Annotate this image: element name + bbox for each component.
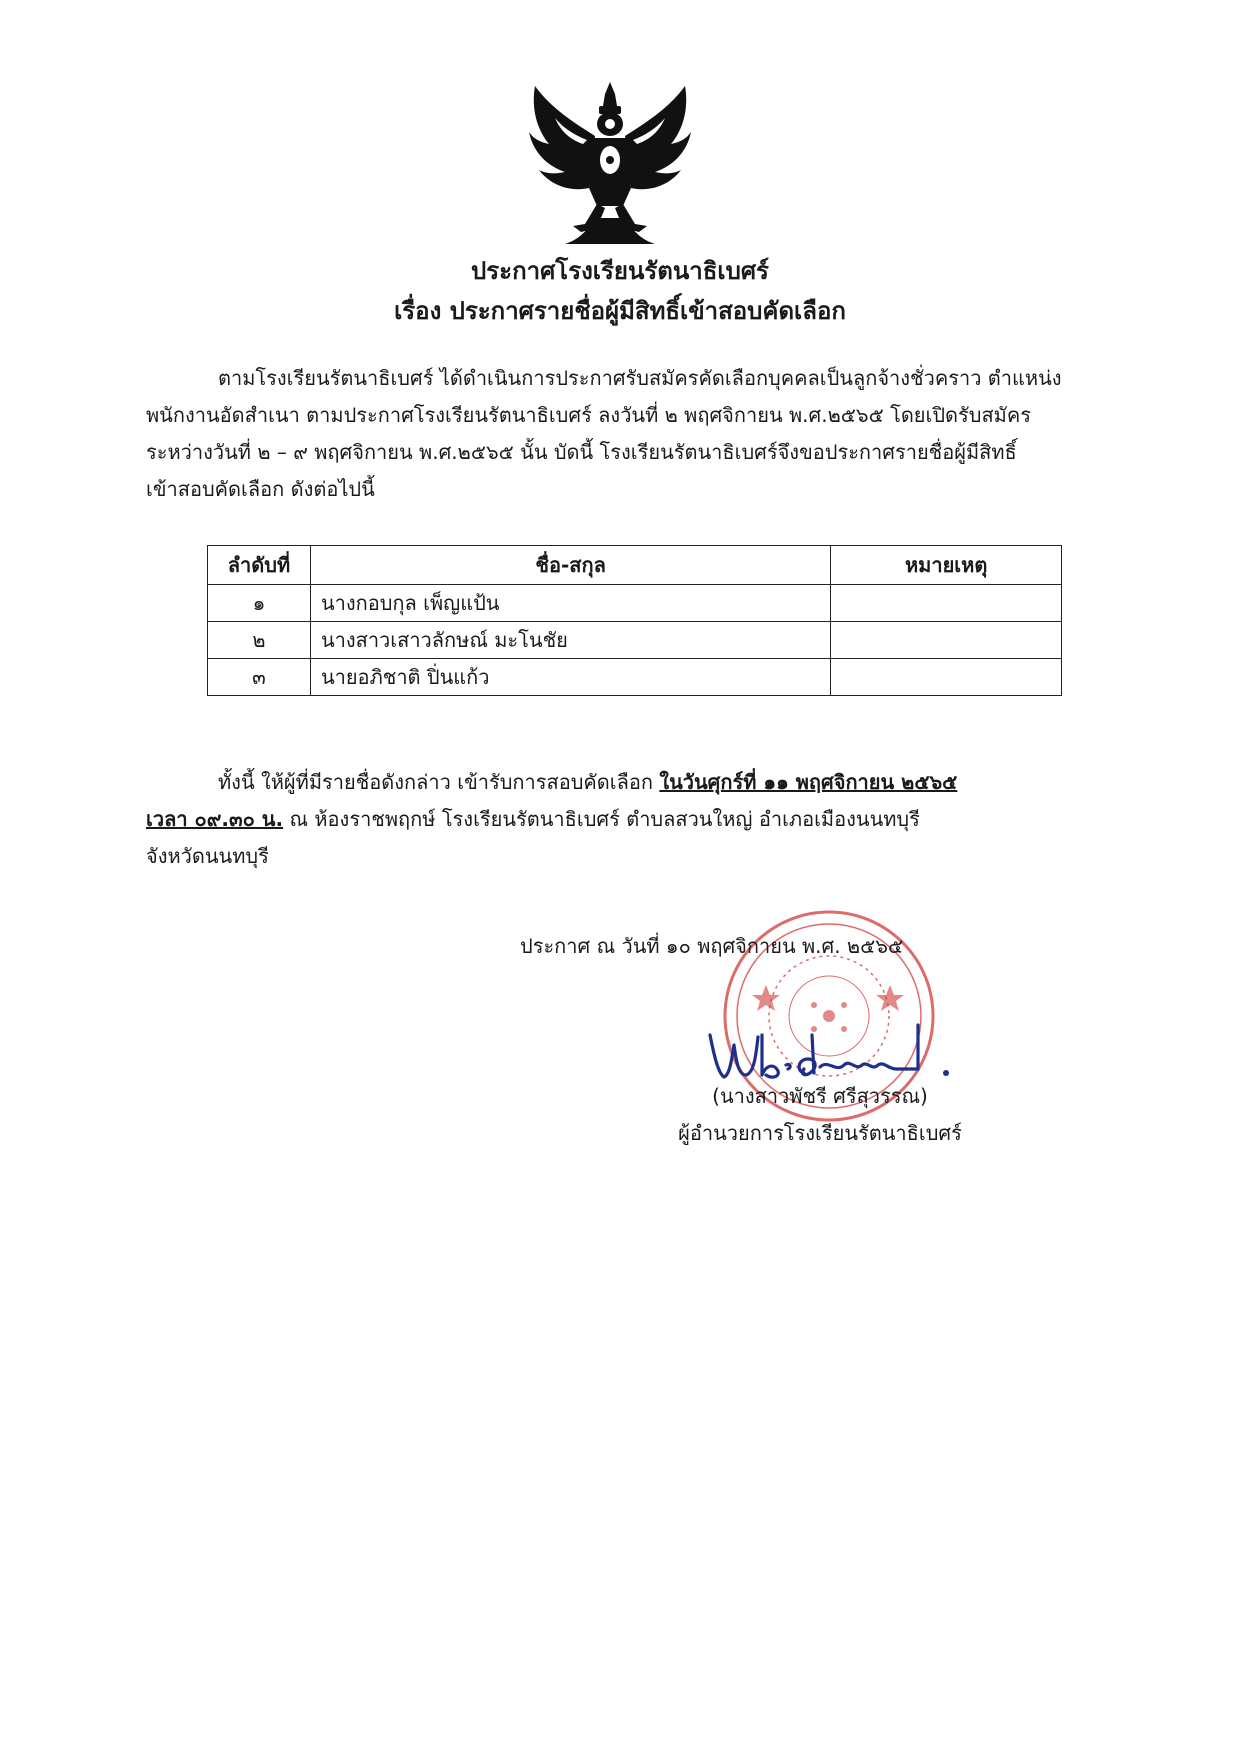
candidate-table: [207, 545, 1062, 696]
row-note: [831, 622, 1062, 659]
intro-paragraph: [146, 360, 1086, 508]
row-name: นางสาวเสาวลักษณ์ มะโนชัย: [310, 622, 830, 659]
intro-line: พนักงานอัดสำเนา ตามประกาศโรงเรียนรัตนาธิเบศร์ ลงวันที่ ๒ พฤศจิกายน พ.ศ.๒๕๖๕ โดยเปิดรับสมัคร: [146, 403, 1031, 427]
row-note: [831, 585, 1062, 622]
exam-date: ในวันศุกร์ที่ ๑๑ พฤศจิกายน ๒๕๖๕: [659, 770, 958, 794]
announcement-subject: เรื่อง ประกาศรายชื่อผู้มีสิทธิ์เข้าสอบคัดเลือก: [394, 297, 846, 325]
intro-line: เข้าสอบคัดเลือก ดังต่อไปนี้: [146, 477, 375, 501]
table-header-row: [208, 546, 1062, 585]
row-name: นางกอบกุล เพ็ญแป้น: [310, 585, 830, 622]
exam-intro-text: ทั้งนี้ ให้ผู้ที่มีรายชื่อดังกล่าว เข้ารับการสอบคัดเลือก: [218, 770, 660, 794]
handwritten-signature-icon: [700, 1015, 960, 1095]
table-row: [208, 622, 1062, 659]
intro-line: ระหว่างวันที่ ๒ – ๙ พฤศจิกายน พ.ศ.๒๕๖๕ นั้น บัดนี้ โรงเรียนรัตนาธิเบศร์จึงขอประกาศรายชื่อผู้มีสิทธิ์: [146, 440, 1017, 464]
table-row: [208, 585, 1062, 622]
announcement-date: ประกาศ ณ วันที่ ๑๐ พฤศจิกายน พ.ศ. ๒๕๖๕: [520, 934, 904, 958]
exam-time: เวลา ๐๙.๓๐ น.: [146, 807, 284, 831]
signer-position: ผู้อำนวยการโรงเรียนรัตนาธิเบศร์: [678, 1121, 962, 1145]
row-name: นายอภิชาติ ปิ่นแก้ว: [310, 659, 830, 696]
garuda-emblem-icon: [525, 78, 695, 246]
exam-line-1: [146, 764, 1086, 801]
row-number: ๒: [208, 622, 311, 659]
header-name: ชื่อ-สกุล: [310, 546, 830, 585]
row-note: [831, 659, 1062, 696]
signer-name: (นางสาวพัชรี ศรีสุวรรณ): [712, 1084, 928, 1108]
exam-line-3: จังหวัดนนทบุรี: [146, 844, 269, 868]
row-number: ๑: [208, 585, 311, 622]
row-number: ๓: [208, 659, 311, 696]
exam-location: ณ ห้องราชพฤกษ์ โรงเรียนรัตนาธิเบศร์ ตำบลสวนใหญ่ อำเภอเมืองนนทบุรี: [283, 807, 920, 831]
exam-line-2: [146, 801, 1086, 838]
table-row: [208, 659, 1062, 696]
announcement-title: ประกาศโรงเรียนรัตนาธิเบศร์: [471, 257, 769, 285]
exam-paragraph: [146, 764, 1086, 875]
header-note: หมายเหตุ: [831, 546, 1062, 585]
header-number: ลำดับที่: [208, 546, 311, 585]
intro-line: ตามโรงเรียนรัตนาธิเบศร์ ได้ดำเนินการประกาศรับสมัครคัดเลือกบุคคลเป็นลูกจ้างชั่วคราว ตำแหน่ง: [218, 366, 1062, 390]
